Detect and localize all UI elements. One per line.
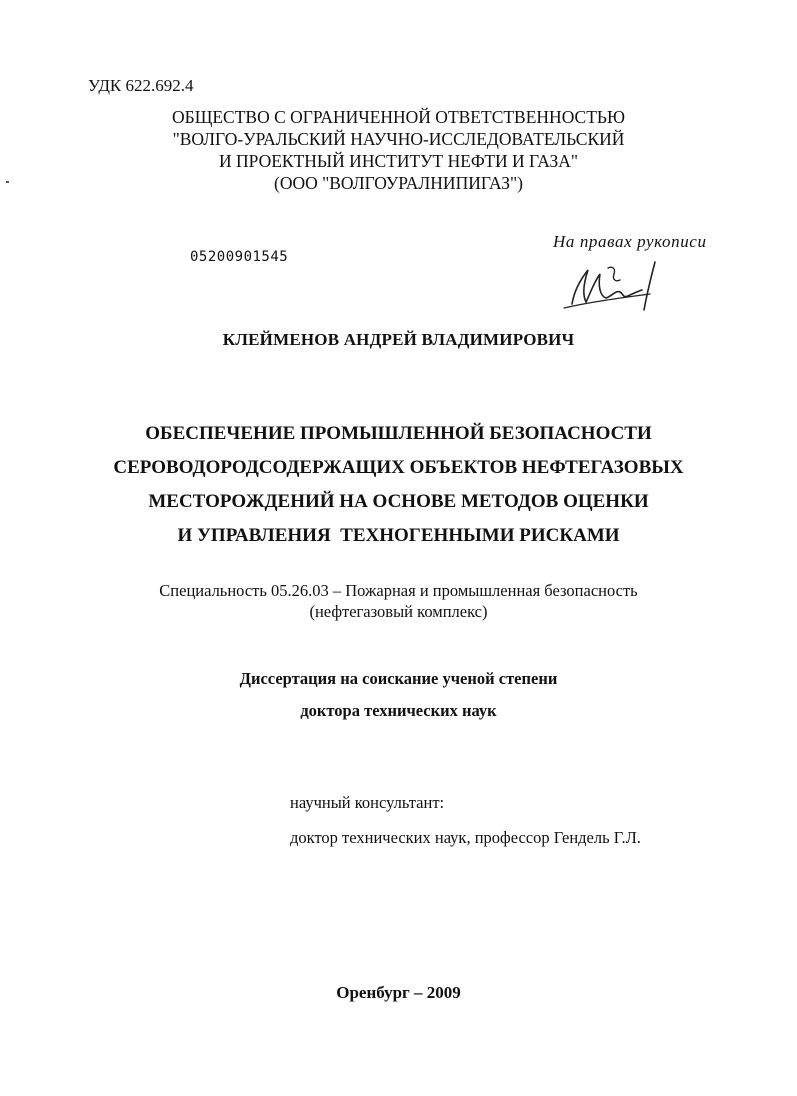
author-name: КЛЕЙМЕНОВ АНДРЕЙ ВЛАДИМИРОВИЧ bbox=[222, 330, 575, 349]
specialty-block bbox=[0, 580, 797, 622]
degree-line: доктора технических наук bbox=[300, 701, 497, 720]
consultant-name: доктор технических наук, профессор Гендель Г.Л. bbox=[290, 828, 641, 847]
consultant-label: научный консультант: bbox=[290, 793, 445, 812]
degree-line: Диссертация на соискание ученой степени bbox=[239, 669, 558, 688]
organization-line: ОБЩЕСТВО С ОГРАНИЧЕННОЙ ОТВЕТСТВЕННОСТЬЮ bbox=[172, 107, 625, 127]
title-line: СЕРОВОДОРОДСОДЕРЖАЩИХ ОБЪЕКТОВ НЕФТЕГАЗОВЫХ bbox=[113, 457, 684, 478]
specialty-subline: (нефтегазовый комплекс) bbox=[309, 602, 488, 621]
title-line: ОБЕСПЕЧЕНИЕ ПРОМЫШЛЕННОЙ БЕЗОПАСНОСТИ bbox=[145, 423, 652, 444]
organization-line: (ООО "ВОЛГОУРАЛНИПИГАЗ") bbox=[274, 173, 523, 193]
degree-block bbox=[0, 663, 797, 727]
title-line: И УПРАВЛЕНИЯ ТЕХНОГЕННЫМИ РИСКАМИ bbox=[177, 525, 620, 546]
city-year: Оренбург – 2009 bbox=[336, 983, 461, 1002]
archive-code: 05200901545 bbox=[190, 249, 289, 265]
organization-line: "ВОЛГО-УРАЛЬСКИЙ НАУЧНО-ИССЛЕДОВАТЕЛЬСКИЙ bbox=[172, 129, 625, 149]
organization-block bbox=[0, 106, 797, 194]
organization-line: И ПРОЕКТНЫЙ ИНСТИТУТ НЕФТИ И ГАЗА" bbox=[218, 151, 578, 171]
signature-image bbox=[560, 252, 672, 314]
specialty-line: Специальность 05.26.03 – Пожарная и промышленная безопасность bbox=[159, 581, 638, 600]
udk-code: УДК 622.692.4 bbox=[88, 76, 194, 95]
dissertation-title bbox=[0, 417, 797, 553]
title-line: МЕСТОРОЖДЕНИЙ НА ОСНОВЕ МЕТОДОВ ОЦЕНКИ bbox=[148, 491, 649, 512]
manuscript-rights-note: На правах рукописи bbox=[553, 232, 707, 251]
